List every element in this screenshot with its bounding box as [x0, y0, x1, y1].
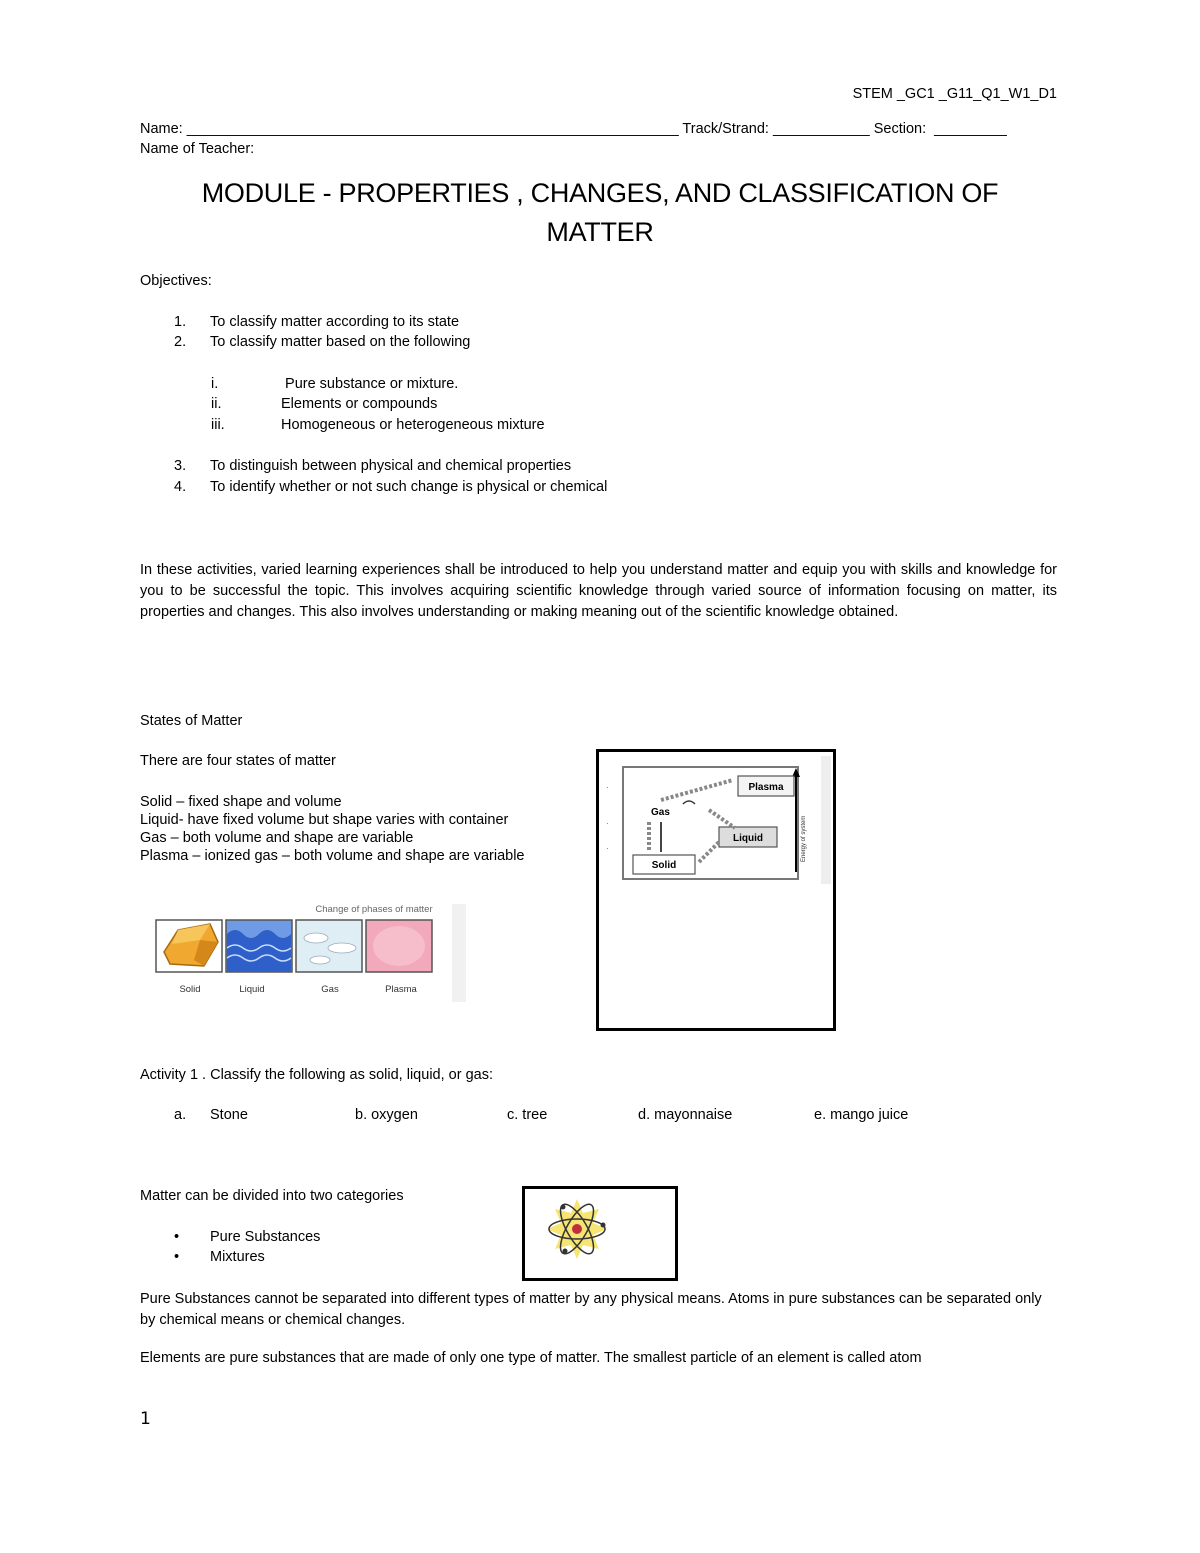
- state-solid-line: Solid – fixed shape and volume: [140, 794, 342, 810]
- atom-image-frame: [522, 1186, 678, 1281]
- intro-paragraph: In these activities, varied learning experiences shall be introduced to help you understand matter and equip you with skills and knowledge for you to be successful the topic. This involves acquiring scientific knowledge through varied source of information focusing on matter, its properties and changes. This also involves understanding or making meaning out of the scientific knowledge obtained.: [140, 562, 1057, 620]
- title-line-2: MATTER: [546, 217, 654, 247]
- phase-label-solid: Solid: [179, 984, 201, 995]
- bullet-text: Pure Substances: [210, 1229, 321, 1245]
- diagram-solid-label: Solid: [651, 860, 677, 871]
- activity-item-a: [174, 1107, 248, 1123]
- objective-item: [174, 334, 470, 350]
- diagram-gas-label: Gas: [651, 807, 670, 818]
- objective-text: To identify whether or not such change is physical or chemical: [210, 479, 608, 495]
- phases-figure-title: Change of phases of matter: [315, 904, 433, 915]
- subitem-text: Elements or compounds: [281, 396, 438, 412]
- state-gas-line: Gas – both volume and shape are variable: [140, 830, 414, 846]
- svg-text:·: ·: [606, 783, 609, 792]
- phase-label-plasma: Plasma: [385, 984, 417, 995]
- states-diagram-graphic: [599, 752, 833, 1028]
- state-plasma-line: Plasma – ionized gas – both volume and shape are variable: [140, 848, 525, 864]
- svg-text:·: ·: [606, 819, 609, 828]
- diagram-liquid-label: Liquid: [733, 833, 763, 844]
- page-title: [140, 174, 1060, 252]
- state-liquid-line: Liquid- have fixed volume but shape varies with container: [140, 812, 509, 828]
- activity-item-e: e. mango juice: [814, 1107, 909, 1123]
- objective-subitem: [211, 417, 545, 433]
- objective-text: To classify matter according to its state: [210, 314, 460, 330]
- name-field-line: Name: _____________________________________________________________ Track/Strand: ____________ Section: _________: [140, 121, 1007, 137]
- document-code: STEM _GC1 _G11_Q1_W1_D1: [852, 86, 1057, 102]
- bullet-text: Mixtures: [210, 1249, 265, 1265]
- page-number: 1: [140, 1409, 151, 1429]
- activity-item-text: Stone: [210, 1107, 248, 1123]
- objective-item: [174, 314, 459, 330]
- objective-text: To classify matter based on the following: [210, 334, 471, 350]
- category-bullet: • Pure Substances: [174, 1229, 321, 1245]
- category-bullet: • Mixtures: [174, 1249, 265, 1265]
- objective-subitem: [211, 396, 437, 412]
- states-diagram-frame: [596, 749, 836, 1031]
- objective-item: [174, 479, 607, 495]
- subitem-text: Homogeneous or heterogeneous mixture: [281, 417, 545, 433]
- activity-item-c: c. tree: [507, 1107, 548, 1123]
- objective-subitem: [211, 376, 458, 392]
- activity-heading: Activity 1 . Classify the following as solid, liquid, or gas:: [140, 1067, 493, 1083]
- energy-axis-label: Energy of system: [801, 815, 807, 862]
- diagram-plasma-label: Plasma: [748, 782, 784, 793]
- states-intro: There are four states of matter: [140, 753, 336, 769]
- objective-number: 3.: [174, 458, 187, 474]
- activity-item-d: d. mayonnaise: [638, 1107, 733, 1123]
- objective-number: 4.: [174, 479, 187, 495]
- states-heading: States of Matter: [140, 713, 243, 729]
- subitem-number: iii.: [211, 417, 225, 433]
- phases-of-matter-figure: [152, 900, 468, 1004]
- subitem-text: Pure substance or mixture.: [281, 376, 459, 392]
- elements-line: Elements are pure substances that are made of only one type of matter. The smallest particle of an element is called atom: [140, 1350, 922, 1366]
- subitem-number: ii.: [211, 396, 222, 412]
- objective-number: 1.: [174, 314, 187, 330]
- phase-label-liquid: Liquid: [239, 984, 265, 995]
- subitem-number: i.: [211, 376, 219, 392]
- title-line-1: MODULE - PROPERTIES , CHANGES, AND CLASSIFICATION OF: [201, 178, 999, 208]
- activity-item-b: b. oxygen: [355, 1107, 418, 1123]
- objective-text: To distinguish between physical and chemical properties: [210, 458, 572, 474]
- atom-icon: [525, 1189, 675, 1278]
- activity-item-label: a.: [174, 1107, 187, 1123]
- categories-intro: Matter can be divided into two categories: [140, 1188, 404, 1204]
- svg-text:·: ·: [606, 844, 609, 853]
- teacher-field-line: Name of Teacher:: [140, 141, 255, 157]
- phase-label-gas: Gas: [321, 984, 339, 995]
- phases-figure-graphic: [152, 900, 468, 1004]
- objective-item: [174, 458, 571, 474]
- pure-substances-paragraph: Pure Substances cannot be separated into different types of matter by any physical means. Atoms in pure substances can be separated only by chemical means or chemical changes.: [140, 1291, 1042, 1328]
- objectives-heading: Objectives:: [140, 273, 212, 289]
- objective-number: 2.: [174, 334, 187, 350]
